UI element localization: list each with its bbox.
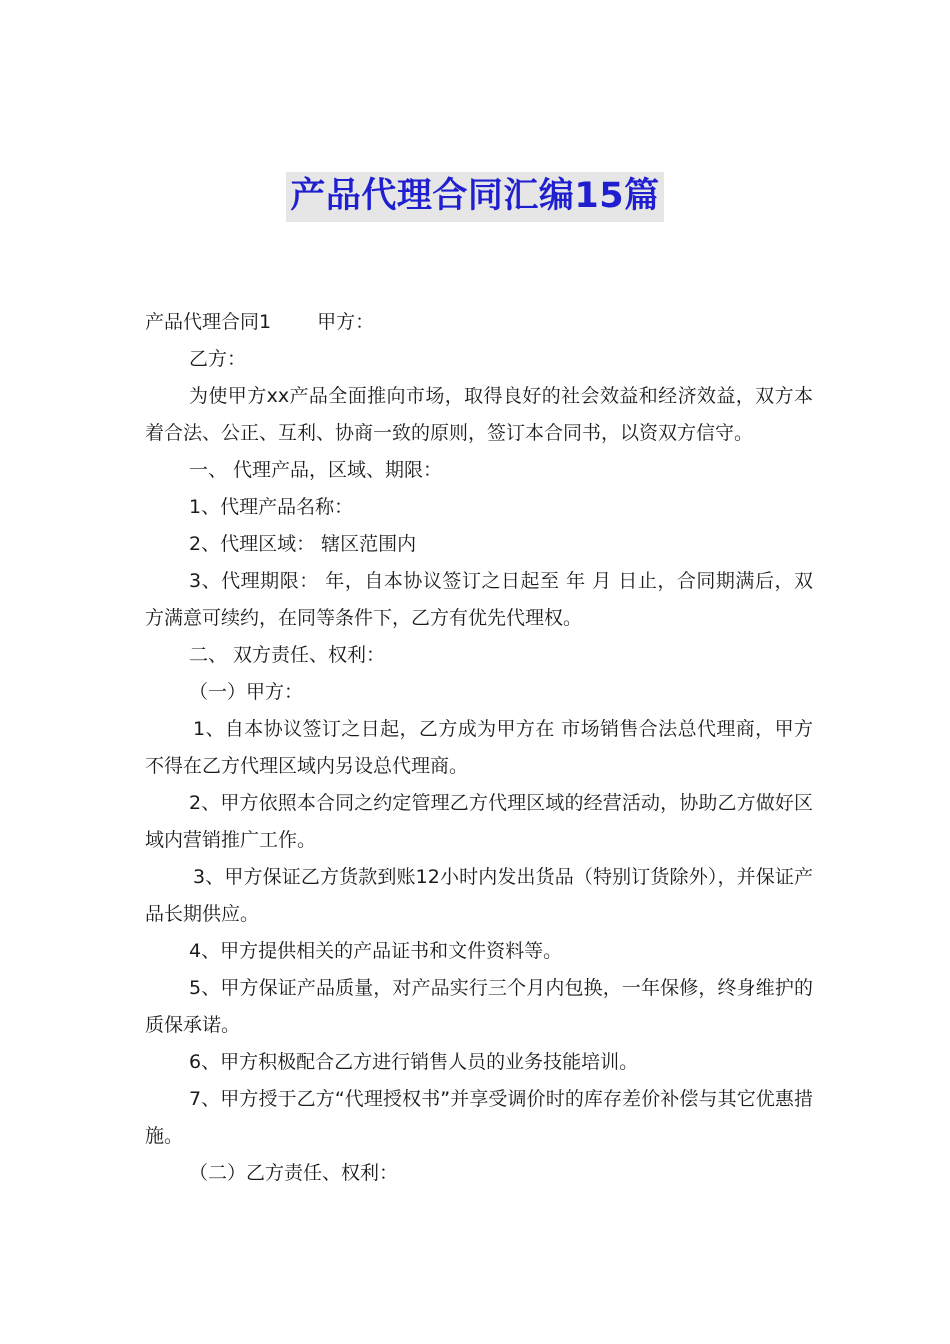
clause-paragraph: 2、代理区域： 辖区范围内	[189, 533, 417, 555]
document-title: 产品代理合同汇编15篇	[286, 172, 663, 222]
preamble-paragraph: 为使甲方xx产品全面推向市场，取得良好的社会效益和经济效益，双方本着合法、公正、互利、协商一致的原则，签订本合同书，以资双方信守。	[145, 385, 813, 444]
section-heading: 二、 双方责任、权利：	[189, 644, 386, 666]
clause-paragraph: 4、甲方提供相关的产品证书和文件资料等。	[189, 940, 563, 962]
section-heading: 一、 代理产品，区域、期限：	[189, 459, 443, 481]
clause-paragraph: 2、甲方依照本合同之约定管理乙方代理区域的经营活动，协助乙方做好区域内营销推广工作。	[145, 792, 813, 851]
contract-heading-line	[145, 304, 813, 341]
clause-paragraph: 6、甲方积极配合乙方进行销售人员的业务技能培训。	[189, 1051, 639, 1073]
subsection-heading: （一）甲方：	[189, 681, 304, 703]
clause-paragraph: 5、甲方保证产品质量，对产品实行三个月内包换，一年保修，终身维护的质保承诺。	[145, 977, 813, 1036]
document-body	[145, 304, 813, 1192]
clause-paragraph: 1、自本协议签订之日起，乙方成为甲方在 市场销售合法总代理商，甲方不得在乙方代理区域内另设总代理商。	[145, 718, 813, 777]
party-b-label: 乙方：	[189, 348, 247, 370]
subsection-heading: （二）乙方责任、权利：	[189, 1162, 399, 1184]
clause-paragraph: 3、代理期限： 年，自本协议签订之日起至 年 月 日止，合同期满后，双方满意可续约，在同等条件下，乙方有优先代理权。	[145, 570, 813, 629]
party-a-label: 甲方：	[317, 311, 375, 333]
clause-paragraph: 3、甲方保证乙方货款到账12小时内发出货品（特别订货除外），并保证产品长期供应。	[145, 866, 813, 925]
title-container	[0, 172, 950, 222]
clause-paragraph: 1、代理产品名称：	[189, 496, 354, 518]
clause-paragraph: 7、甲方授于乙方“代理授权书”并享受调价时的库存差价补偿与其它优惠措施。	[145, 1088, 813, 1147]
contract-heading: 产品代理合同1	[145, 311, 272, 333]
